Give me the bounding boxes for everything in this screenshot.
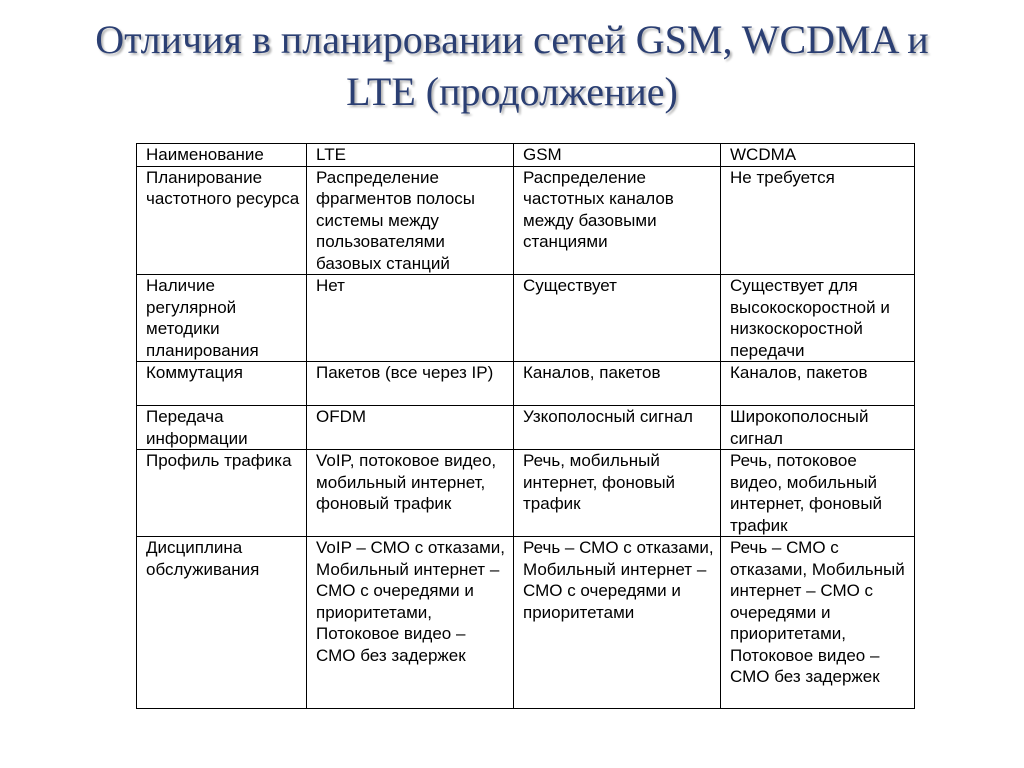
table-cell: VoIP – СМО с отказами, Мобильный интернет – СМО с очередями и приоритетами, Потоковое видео – СМО без задержек xyxy=(307,537,514,709)
table-header-row xyxy=(137,144,915,167)
table-cell: Существует xyxy=(514,275,721,362)
table-cell: Профиль трафика xyxy=(137,450,307,537)
table-cell: OFDM xyxy=(307,406,514,450)
header-cell-lte: LTE xyxy=(307,144,514,167)
table-cell: Дисциплина обслуживания xyxy=(137,537,307,709)
table-cell: Не требуется xyxy=(721,166,915,275)
header-cell-name: Наименование xyxy=(137,144,307,167)
table-cell: Передача информации xyxy=(137,406,307,450)
table-cell: Коммутация xyxy=(137,362,307,406)
table-cell: Наличие регулярной методики планирования xyxy=(137,275,307,362)
comparison-table xyxy=(136,143,915,709)
header-cell-wcdma: WCDMA xyxy=(721,144,915,167)
title-line-2: LTE (продолжение) xyxy=(346,69,678,114)
slide-title xyxy=(40,14,984,118)
table-cell: Речь, потоковое видео, мобильный интернет, фоновый трафик xyxy=(721,450,915,537)
title-line-1: Отличия в планировании сетей GSM, WCDMA и xyxy=(95,17,929,62)
table-cell: Планирование частотного ресурса xyxy=(137,166,307,275)
table-cell: Широкополосный сигнал xyxy=(721,406,915,450)
table-cell: Пакетов (все через IP) xyxy=(307,362,514,406)
table-cell: Речь, мобильный интернет, фоновый трафик xyxy=(514,450,721,537)
table-cell: Нет xyxy=(307,275,514,362)
table-row xyxy=(137,537,915,709)
table-cell: Узкополосный сигнал xyxy=(514,406,721,450)
table-cell: Существует для высокоскоростной и низкоскоростной передачи xyxy=(721,275,915,362)
table-cell: Речь – СМО с отказами, Мобильный интернет – СМО с очередями и приоритетами xyxy=(514,537,721,709)
table-cell: Речь – СМО с отказами, Мобильный интернет – СМО с очередями и приоритетами, Потоковое видео – СМО без задержек xyxy=(721,537,915,709)
table-cell: VoIP, потоковое видео, мобильный интернет, фоновый трафик xyxy=(307,450,514,537)
table-row xyxy=(137,406,915,450)
table-cell: Каналов, пакетов xyxy=(721,362,915,406)
comparison-table-container xyxy=(136,143,915,709)
table-row xyxy=(137,450,915,537)
table-cell: Каналов, пакетов xyxy=(514,362,721,406)
table-row xyxy=(137,275,915,362)
header-cell-gsm: GSM xyxy=(514,144,721,167)
table-row xyxy=(137,362,915,406)
table-cell: Распределение фрагментов полосы системы между пользователями базовых станций xyxy=(307,166,514,275)
table-cell: Распределение частотных каналов между базовыми станциями xyxy=(514,166,721,275)
table-row xyxy=(137,166,915,275)
